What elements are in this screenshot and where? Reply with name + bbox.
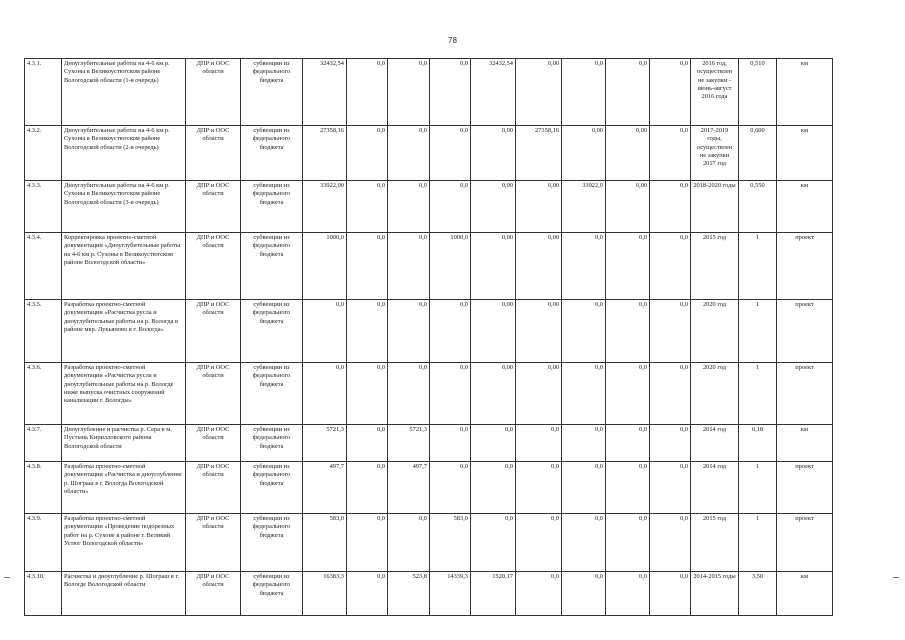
cell-value-7: 0,00 bbox=[606, 181, 650, 233]
cell-value-3: 1000,0 bbox=[430, 233, 471, 300]
cell-value-5: 0,00 bbox=[516, 233, 562, 300]
cell-value-2: 497,7 bbox=[388, 462, 430, 514]
cell-number: 4.3.9. bbox=[25, 514, 62, 572]
table-row bbox=[25, 514, 833, 572]
cell-unit: км bbox=[777, 126, 833, 181]
cell-activity-name: Разработка проектно-сметной документации «Проведение подорезных работ на р. Сухоне в районе г. Великий Устюг Вологодской области» bbox=[62, 514, 186, 572]
cell-value-8: 0,0 bbox=[650, 126, 691, 181]
cell-value-3: 0,0 bbox=[430, 425, 471, 462]
cell-value-6: 0,0 bbox=[562, 425, 606, 462]
cell-quantity: 3,50 bbox=[739, 572, 777, 616]
cell-value-8: 0,0 bbox=[650, 572, 691, 616]
cell-value-1: 0,0 bbox=[347, 181, 388, 233]
cell-value-5: 27358,16 bbox=[516, 126, 562, 181]
cell-value-8: 0,0 bbox=[650, 233, 691, 300]
cell-quantity: 0,600 bbox=[739, 126, 777, 181]
cell-quantity: 1 bbox=[739, 233, 777, 300]
cell-value-6: 0,0 bbox=[562, 300, 606, 363]
table-row bbox=[25, 425, 833, 462]
cell-number: 4.3.2. bbox=[25, 126, 62, 181]
cell-value-8: 0,0 bbox=[650, 181, 691, 233]
cell-executor: ДПР и ООС области bbox=[186, 233, 241, 300]
cell-activity-name: Дноуглубительные работы на 4-6 км р. Сухоны в Великоустюгском районе Вологодской области (1-я очередь) bbox=[62, 59, 186, 126]
cell-activity-name: Расчистка и дноуглубление р. Шограш в г. Вологде Вологодской области bbox=[62, 572, 186, 616]
cell-unit: проект bbox=[777, 300, 833, 363]
cell-total: 33922,00 bbox=[303, 181, 347, 233]
cell-total: 32432,54 bbox=[303, 59, 347, 126]
cell-number: 4.3.10. bbox=[25, 572, 62, 616]
cell-value-5: 0,00 bbox=[516, 363, 562, 425]
cell-value-5: 0,00 bbox=[516, 59, 562, 126]
cell-value-3: 14339,3 bbox=[430, 572, 471, 616]
cell-quantity: 0,18 bbox=[739, 425, 777, 462]
cell-unit: проект bbox=[777, 363, 833, 425]
cell-unit: км bbox=[777, 59, 833, 126]
cell-value-6: 0,0 bbox=[562, 233, 606, 300]
table-row bbox=[25, 233, 833, 300]
cell-value-8: 0,0 bbox=[650, 462, 691, 514]
cell-activity-name: Разработка проектно-сметной документации «Расчистка русла и дноуглубительные работы на р. Вологда в районе мкр. Лукьяново в г. Вологда» bbox=[62, 300, 186, 363]
cell-quantity: 0,550 bbox=[739, 181, 777, 233]
cell-value-4: 1520,17 bbox=[471, 572, 516, 616]
cell-number: 4.3.6. bbox=[25, 363, 62, 425]
cell-value-3: 0,0 bbox=[430, 300, 471, 363]
cell-value-2: 0,0 bbox=[388, 181, 430, 233]
cell-unit: км bbox=[777, 425, 833, 462]
cell-quantity: 1 bbox=[739, 300, 777, 363]
cell-period: 2014 год bbox=[691, 462, 739, 514]
table-body bbox=[25, 59, 833, 616]
cell-value-2: 0,0 bbox=[388, 300, 430, 363]
cell-unit: проект bbox=[777, 233, 833, 300]
table-row bbox=[25, 363, 833, 425]
cell-executor: ДПР и ООС области bbox=[186, 363, 241, 425]
cell-value-4: 0,0 bbox=[471, 425, 516, 462]
cell-value-6: 0,0 bbox=[562, 572, 606, 616]
cell-period: 2020 год bbox=[691, 300, 739, 363]
cell-funding-source: субвенции из федерального бюджета bbox=[241, 514, 303, 572]
cell-total: 497,7 bbox=[303, 462, 347, 514]
cell-value-1: 0,0 bbox=[347, 300, 388, 363]
cell-value-3: 583,0 bbox=[430, 514, 471, 572]
cell-number: 4.3.8. bbox=[25, 462, 62, 514]
cell-executor: ДПР и ООС области bbox=[186, 59, 241, 126]
cell-value-7: 0,0 bbox=[606, 425, 650, 462]
cell-value-7: 0,0 bbox=[606, 300, 650, 363]
cell-unit: км bbox=[777, 572, 833, 616]
cell-number: 4.3.3. bbox=[25, 181, 62, 233]
cell-total: 27358,16 bbox=[303, 126, 347, 181]
cell-total: 5721,3 bbox=[303, 425, 347, 462]
cell-quantity: 1 bbox=[739, 514, 777, 572]
cell-number: 4.3.1. bbox=[25, 59, 62, 126]
cell-value-2: 0,0 bbox=[388, 126, 430, 181]
cell-total: 16383,3 bbox=[303, 572, 347, 616]
cell-period: 2016 год, осуществлен не закупки - июнь-август 2016 года bbox=[691, 59, 739, 126]
cell-value-6: 0,0 bbox=[562, 462, 606, 514]
cell-funding-source: субвенции из федерального бюджета bbox=[241, 363, 303, 425]
cell-value-4: 0,00 bbox=[471, 181, 516, 233]
cell-funding-source: субвенции из федерального бюджета bbox=[241, 300, 303, 363]
cell-value-8: 0,0 bbox=[650, 300, 691, 363]
cell-funding-source: субвенции из федерального бюджета bbox=[241, 462, 303, 514]
cell-value-2: 0,0 bbox=[388, 363, 430, 425]
cell-value-6: 0,00 bbox=[562, 126, 606, 181]
cell-unit: км bbox=[777, 181, 833, 233]
table-row bbox=[25, 181, 833, 233]
cell-value-3: 0,0 bbox=[430, 181, 471, 233]
table-row bbox=[25, 462, 833, 514]
cell-value-7: 0,00 bbox=[606, 126, 650, 181]
cell-period: 2017-2019 годы, осуществлен не закупки 2017 год bbox=[691, 126, 739, 181]
cell-funding-source: субвенции из федерального бюджета bbox=[241, 181, 303, 233]
cell-period: 2015 год bbox=[691, 233, 739, 300]
program-activities-table bbox=[24, 58, 833, 616]
cell-value-3: 0,0 bbox=[430, 462, 471, 514]
cell-executor: ДПР и ООС области bbox=[186, 126, 241, 181]
cell-value-6: 0,0 bbox=[562, 514, 606, 572]
cell-value-4: 0,0 bbox=[471, 462, 516, 514]
cell-value-5: 0,0 bbox=[516, 462, 562, 514]
cell-executor: ДПР и ООС области bbox=[186, 572, 241, 616]
cell-funding-source: субвенции из федерального бюджета bbox=[241, 233, 303, 300]
page-number: 78 bbox=[448, 36, 457, 45]
table-row bbox=[25, 572, 833, 616]
cell-activity-name: Дноуглубительные работы на 4-6 км р. Сухоны в Великоустюгском районе Вологодской области (3-я очередь) bbox=[62, 181, 186, 233]
cell-value-7: 0,0 bbox=[606, 59, 650, 126]
cell-value-5: 0,0 bbox=[516, 572, 562, 616]
cell-total: 1000,0 bbox=[303, 233, 347, 300]
cell-number: 4.3.5. bbox=[25, 300, 62, 363]
cell-number: 4.3.4. bbox=[25, 233, 62, 300]
cell-value-7: 0,0 bbox=[606, 514, 650, 572]
cell-value-5: 0,00 bbox=[516, 300, 562, 363]
cell-period: 2015 год bbox=[691, 514, 739, 572]
cell-value-7: 0,0 bbox=[606, 462, 650, 514]
cell-value-4: 0,00 bbox=[471, 300, 516, 363]
cell-value-8: 0,0 bbox=[650, 425, 691, 462]
cell-value-1: 0,0 bbox=[347, 514, 388, 572]
cell-activity-name: Корректировка проектно-сметной документации «Дноуглубительные работы на 4-6 км р. Сухоны в Великоустюгском районе Вологодской области» bbox=[62, 233, 186, 300]
cell-value-4: 0,00 bbox=[471, 126, 516, 181]
cell-quantity: 0,510 bbox=[739, 59, 777, 126]
cell-activity-name: Дноуглубительные работы на 4-6 км р. Сухоны в Великоустюгском районе Вологодской области (2-я очередь) bbox=[62, 126, 186, 181]
cell-period: 2014-2015 годы bbox=[691, 572, 739, 616]
cell-value-4: 0,00 bbox=[471, 233, 516, 300]
cell-value-2: 5721,3 bbox=[388, 425, 430, 462]
margin-mark-right bbox=[893, 577, 899, 578]
cell-funding-source: субвенции из федерального бюджета bbox=[241, 572, 303, 616]
cell-executor: ДПР и ООС области bbox=[186, 300, 241, 363]
cell-value-6: 33922,0 bbox=[562, 181, 606, 233]
table-row bbox=[25, 300, 833, 363]
cell-value-1: 0,0 bbox=[347, 363, 388, 425]
cell-period: 2020 год bbox=[691, 363, 739, 425]
cell-value-5: 0,0 bbox=[516, 514, 562, 572]
cell-value-6: 0,0 bbox=[562, 363, 606, 425]
cell-funding-source: субвенции из федерального бюджета bbox=[241, 425, 303, 462]
cell-total: 0,0 bbox=[303, 363, 347, 425]
cell-value-2: 523,8 bbox=[388, 572, 430, 616]
cell-value-7: 0,0 bbox=[606, 233, 650, 300]
cell-value-1: 0,0 bbox=[347, 425, 388, 462]
cell-unit: проект bbox=[777, 462, 833, 514]
cell-value-5: 0,0 bbox=[516, 425, 562, 462]
cell-value-1: 0,0 bbox=[347, 59, 388, 126]
cell-value-7: 0,0 bbox=[606, 572, 650, 616]
cell-value-2: 0,0 bbox=[388, 233, 430, 300]
cell-funding-source: субвенции из федерального бюджета bbox=[241, 59, 303, 126]
cell-quantity: 1 bbox=[739, 363, 777, 425]
cell-executor: ДПР и ООС области bbox=[186, 425, 241, 462]
table-row bbox=[25, 59, 833, 126]
cell-unit: проект bbox=[777, 514, 833, 572]
cell-value-5: 0,00 bbox=[516, 181, 562, 233]
cell-executor: ДПР и ООС области bbox=[186, 181, 241, 233]
cell-funding-source: субвенции из федерального бюджета bbox=[241, 126, 303, 181]
cell-value-4: 0,00 bbox=[471, 363, 516, 425]
cell-period: 2018-2020 годы bbox=[691, 181, 739, 233]
cell-activity-name: Дноуглубление и расчистка р. Сера в м. Пустынь Кирилловского района Вологодской области bbox=[62, 425, 186, 462]
cell-value-3: 0,0 bbox=[430, 126, 471, 181]
table-row bbox=[25, 126, 833, 181]
cell-total: 0,0 bbox=[303, 300, 347, 363]
cell-value-6: 0,0 bbox=[562, 59, 606, 126]
cell-value-1: 0,0 bbox=[347, 572, 388, 616]
cell-value-3: 0,0 bbox=[430, 363, 471, 425]
cell-value-8: 0,0 bbox=[650, 363, 691, 425]
cell-value-1: 0,0 bbox=[347, 126, 388, 181]
cell-activity-name: Разработка проектно-сметной документации «Расчистка и дноуглубление р. Шограш в г. Вологда Вологодской области» bbox=[62, 462, 186, 514]
cell-value-2: 0,0 bbox=[388, 514, 430, 572]
cell-executor: ДПР и ООС области bbox=[186, 462, 241, 514]
margin-mark-left bbox=[4, 577, 10, 578]
cell-value-8: 0,0 bbox=[650, 514, 691, 572]
cell-value-4: 32432,54 bbox=[471, 59, 516, 126]
cell-executor: ДПР и ООС области bbox=[186, 514, 241, 572]
cell-activity-name: Разработка проектно-сметной документации «Расчистка русла и дноуглубительные работы на р. Вологде ниже выпуска очистных сооружений канализации г. Вологды» bbox=[62, 363, 186, 425]
cell-value-7: 0,0 bbox=[606, 363, 650, 425]
cell-quantity: 1 bbox=[739, 462, 777, 514]
cell-value-8: 0,0 bbox=[650, 59, 691, 126]
cell-number: 4.3.7. bbox=[25, 425, 62, 462]
cell-value-1: 0,0 bbox=[347, 233, 388, 300]
cell-period: 2014 год bbox=[691, 425, 739, 462]
cell-value-3: 0,0 bbox=[430, 59, 471, 126]
cell-value-2: 0,0 bbox=[388, 59, 430, 126]
cell-value-4: 0,0 bbox=[471, 514, 516, 572]
cell-value-1: 0,0 bbox=[347, 462, 388, 514]
cell-total: 583,0 bbox=[303, 514, 347, 572]
